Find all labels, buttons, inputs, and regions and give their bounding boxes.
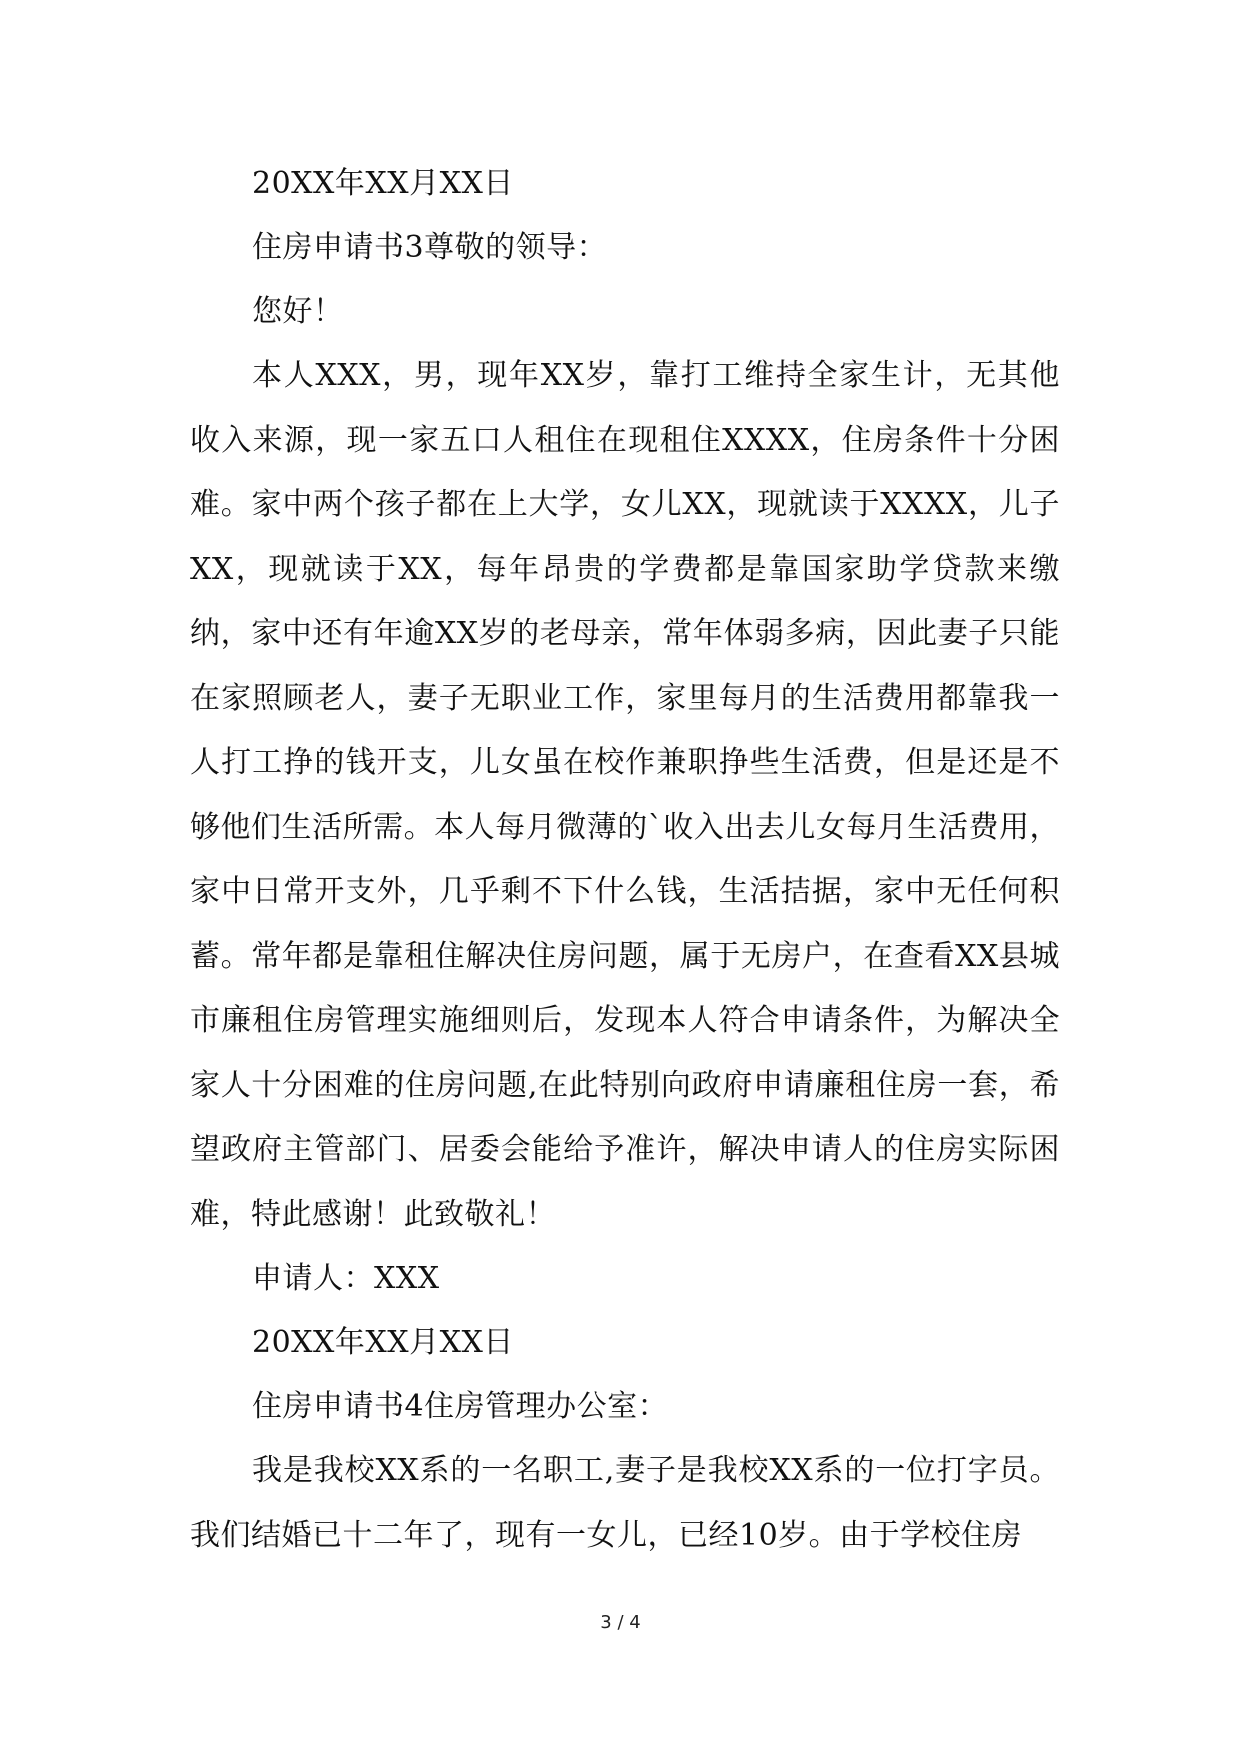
body-paragraph: 本人XXX，男，现年XX岁，靠打工维持全家生计，无其他收入来源，现一家五口人租住在现租住XXXX，住房条件十分困难。家中两个孩子都在上大学，女儿XX，现就读于XXXX，儿子XX，现就读于XX，每年昂贵的学费都是靠国家助学贷款来缴纳，家中还有年逾XX岁的老母亲，常年体弱多病，因此妻子只能在家照顾老人，妻子无职业工作，家里每月的生活费用都靠我一人打工挣的钱开支，儿女虽在校作兼职挣些生活费，但是还是不够他们生活所需。本人每月微薄的`收入出去儿女每月生活费用，家中日常开支外，几乎剩不下什么钱，生活拮据，家中无任何积蓄。常年都是靠租住解决住房问题，属于无房户，在查看XX县城市廉租住房管理实施细则后，发现本人符合申请条件，为解决全家人十分困难的住房问题,在此特别向政府申请廉租住房一套，希望政府主管部门、居委会能给予准许，解决申请人的住房实际困难，特此感谢！此致敬礼！: [190, 358, 1060, 1232]
body-paragraph: 我是我校XX系的一名职工,妻子是我校XX系的一位打字员。我们结婚已十二年了，现有一女儿，已经10岁。由于学校住房: [190, 1453, 1060, 1553]
page-number: 3 / 4: [600, 1612, 641, 1633]
section-heading-3: 住房申请书3尊敬的领导：: [252, 230, 608, 265]
applicant-line: 申请人：XXX: [252, 1261, 440, 1296]
date-line: 20XX年XX月XX日: [252, 1325, 514, 1360]
section-heading-4: 住房申请书4住房管理办公室：: [252, 1389, 669, 1424]
greeting-line: 您好！: [252, 294, 344, 329]
date-line: 20XX年XX月XX日: [252, 166, 514, 201]
document-body: [190, 152, 1060, 1568]
